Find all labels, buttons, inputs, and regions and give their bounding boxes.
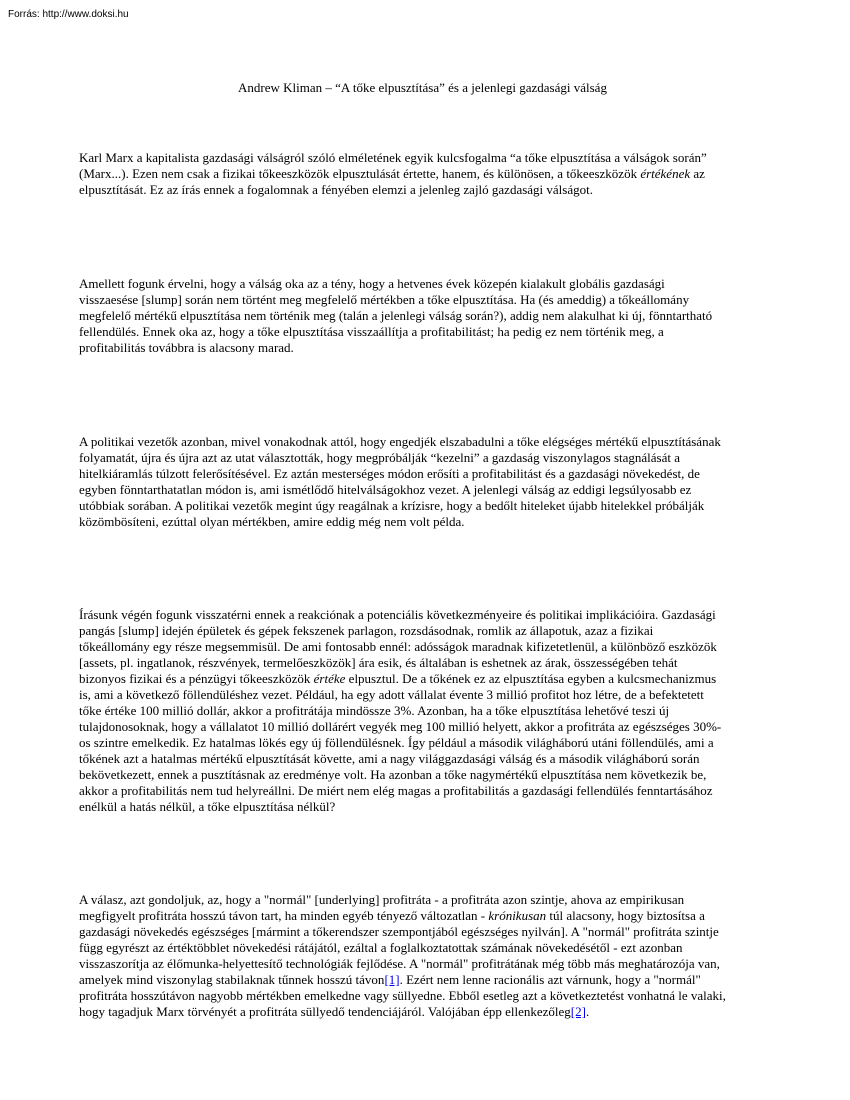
- emphasis-text: értéke: [313, 671, 346, 686]
- text-line: [79, 623, 773, 639]
- text-run: megfigyelt profitráta hosszú távon tart, ha minden egyéb tényező változatlan -: [79, 908, 489, 923]
- text-line: [79, 466, 773, 482]
- text-line: [79, 892, 773, 908]
- text-line: [79, 498, 773, 514]
- text-line: [79, 150, 773, 166]
- text-run: pangás [slump] idején épületek és gépek fekszenek parlagon, rozsdásodnak, romlik az állapotuk, azaz a fizikai: [79, 623, 654, 638]
- text-line: [79, 514, 773, 530]
- footnote-link[interactable]: [2]: [570, 1004, 586, 1019]
- text-run: folyamatát, újra és újra azt az utat választották, hogy megpróbálják “kezelni” a gazdaság viszonylagos stagnálását a: [79, 450, 681, 465]
- text-run: egyben fönntarthatatlan módon is, ami ismétlődő hitelválságokhoz vezet. A jelenlegi válság az eddigi legsúlyosabb ez: [79, 482, 692, 497]
- text-run: hogy tagadjuk Marx törvényét a profitráta süllyedő tendenciájáról. Valójában épp ellenkezőleg: [79, 1004, 571, 1019]
- text-run: . Ezért nem lenne racionális azt várnunk, hogy a "normál": [399, 972, 701, 987]
- text-run: profitabilitás továbbra is alacsony marad.: [79, 340, 294, 355]
- text-line: [79, 940, 773, 956]
- text-run: visszaszorítja az élőmunka-helyettesítő technológiák fejlődése. A "normál" profitrátának még több más meghatározója van,: [79, 956, 720, 971]
- text-line: [79, 751, 773, 767]
- text-run: az: [690, 166, 705, 181]
- text-run: A válasz, azt gondoljuk, az, hogy a "normál" [underlying] profitráta - a profitráta azon szintje, ahova az empirikusan: [79, 892, 685, 907]
- text-line: [79, 308, 773, 324]
- text-run: .: [585, 1004, 590, 1019]
- text-run: enélkül a hatás nélkül, a tőke elpusztítása nélkül?: [79, 799, 336, 814]
- text-line: [79, 908, 773, 924]
- text-run: tőkeállomány egy része megsemmisül. De ami fontosabb ennél: adósságok maradnak kifizetetlenül, a különböző eszközök: [79, 639, 717, 654]
- text-line: [79, 639, 773, 655]
- text-run: tőkének azt a hatalmas mértékű elpusztítását követte, ami a nagy világgazdasági válság és a második világháború során: [79, 751, 700, 766]
- text-run: visszaesése [slump] során nem történt meg megfelelő mértékben a tőke elpusztítása. Ha (és ameddig) a tőkeállomány: [79, 292, 690, 307]
- text-run: bekövetkezett, ennek a pusztításnak az eredménye volt. Ha azonban a tőke nagymértékű elpusztítása nem következik be,: [79, 767, 707, 782]
- text-run: tulajdonosoknak, hogy a vállalatot 10 millió dollárért vegyék meg 100 millió helyett, akkor a profitráta az egészséges 30%-: [79, 719, 722, 734]
- text-run: Amellett fogunk érvelni, hogy a válság oka az a tény, hogy a hetvenes évek közepén kialakult globális gazdasági: [79, 276, 665, 291]
- paragraph: [79, 892, 773, 1020]
- emphasis-text: értékének: [640, 166, 691, 181]
- text-run: megfelelő mértékű elpusztítása nem történik meg (talán a jelenlegi válság során?), addig nem alakulhat ki új, fönntartható: [79, 308, 713, 323]
- text-line: [79, 482, 773, 498]
- text-run: fellendülés. Ennek oka az, hogy a tőke elpusztítása visszaállítja a profitabilitást; ha pedig ez nem történik meg, a: [79, 324, 664, 339]
- paragraph: [79, 607, 773, 815]
- text-run: akkor a profitabilitás nem tud helyreállni. De miért nem elég magas a profitabilitás a gazdasági fellendülés fenntartásához: [79, 783, 713, 798]
- text-run: hitelkiáramlás túlzott felerősítésével. Ez aztán mesterséges módon erősíti a profitabilitást és a gazdasági növekedést, de: [79, 466, 700, 481]
- text-line: [79, 450, 773, 466]
- text-line: [79, 719, 773, 735]
- text-run: is, ami a következő föllendüléshez vezet. Például, ha egy adott vállalat évente 3 millió profitot hoz létre, de a befektetett: [79, 687, 704, 702]
- text-line: [79, 783, 773, 799]
- text-run: os szintre emelkedik. Ez hatalmas lökés egy új föllendülésnek. Így például a második világháború utáni föllendülés, ami a: [79, 735, 714, 750]
- text-line: [79, 292, 773, 308]
- document-title: Andrew Kliman – “A tőke elpusztítása” és a jelenlegi gazdasági válság: [238, 80, 607, 95]
- text-run: bizonyos fizikai és a pénzügyi tőkeeszközök: [79, 671, 314, 686]
- text-line: [79, 687, 773, 703]
- text-line: [79, 655, 773, 671]
- text-line: [79, 956, 773, 972]
- text-line: [79, 924, 773, 940]
- text-line: [79, 607, 773, 623]
- text-line: [79, 166, 773, 182]
- text-line: [79, 735, 773, 751]
- text-run: gazdasági növekedés egészséges [mármint a tőkerendszer szempontjából egészséges nyilván]. A "normál" profitráta szintje: [79, 924, 719, 939]
- text-run: elpusztul. De a tőkének ez az elpusztítása egyben a kulcsmechanizmus: [345, 671, 717, 686]
- text-run: túl alacsony, hogy biztosítsa a: [546, 908, 705, 923]
- source-url: Forrás: http://www.doksi.hu: [8, 9, 129, 20]
- paragraph: [79, 434, 773, 530]
- text-line: [79, 324, 773, 340]
- text-line: [79, 799, 773, 815]
- text-line: [79, 767, 773, 783]
- text-run: elpusztítását. Ez az írás ennek a fogalomnak a fényében elemzi a jelenleg zajló gazdasági válságot.: [79, 182, 593, 197]
- text-line: [79, 182, 773, 198]
- text-run: [assets, pl. ingatlanok, részvények, termelőeszközök] ára esik, és általában is eshetnek az árak, összességében tehát: [79, 655, 678, 670]
- text-run: közömbösíteni, ezúttal olyan mértékben, amire eddig még nem volt példa.: [79, 514, 465, 529]
- text-run: amelyek mind viszonylag stabilaknak tűnnek hosszú távon: [79, 972, 385, 987]
- text-run: (Marx...). Ezen nem csak a fizikai tőkeeszközök elpusztulását értette, hanem, és különösen, a tőkeeszközök: [79, 166, 641, 181]
- text-line: [79, 972, 773, 988]
- paragraph: [79, 150, 773, 198]
- text-line: [79, 1004, 773, 1020]
- text-run: Írásunk végén fogunk visszatérni ennek a reakciónak a potenciális következményeire és politikai implikációira. Gazdasági: [79, 607, 716, 622]
- text-run: tőke értéke 100 millió dollár, akkor a profitrátája mindössze 3%. Azonban, ha a tőke elpusztítása lehetővé teszi új: [79, 703, 670, 718]
- text-run: A politikai vezetők azonban, mivel vonakodnak attól, hogy engedjék elszabadulni a tőke elégséges mértékű elpusztításának: [79, 434, 721, 449]
- footnote-link[interactable]: [1]: [384, 972, 400, 987]
- text-line: [79, 276, 773, 292]
- text-line: [79, 671, 773, 687]
- text-line: [79, 988, 773, 1004]
- text-line: [79, 434, 773, 450]
- text-run: függ egyrészt az értéktöbblet növekedési rátájától, ezáltal a foglalkoztatottak számának növekedésétől - ezt azonban: [79, 940, 683, 955]
- emphasis-text: krónikusan: [488, 908, 547, 923]
- text-line: [79, 703, 773, 719]
- paragraph: [79, 276, 773, 356]
- text-line: [79, 340, 773, 356]
- text-run: profitráta hosszútávon nagyobb mértékben emelkedne vagy süllyedne. Ebből esetleg azt a következtetést vonhatná le valaki,: [79, 988, 726, 1003]
- text-run: utóbbiak sorában. A politikai vezetők megint úgy reagálnak a krízisre, hogy a bedőlt hiteleket újabb hitelekkel próbálják: [79, 498, 705, 513]
- text-run: Karl Marx a kapitalista gazdasági válságról szóló elméletének egyik kulcsfogalma “a tőke elpusztítása a válságok során”: [79, 150, 707, 165]
